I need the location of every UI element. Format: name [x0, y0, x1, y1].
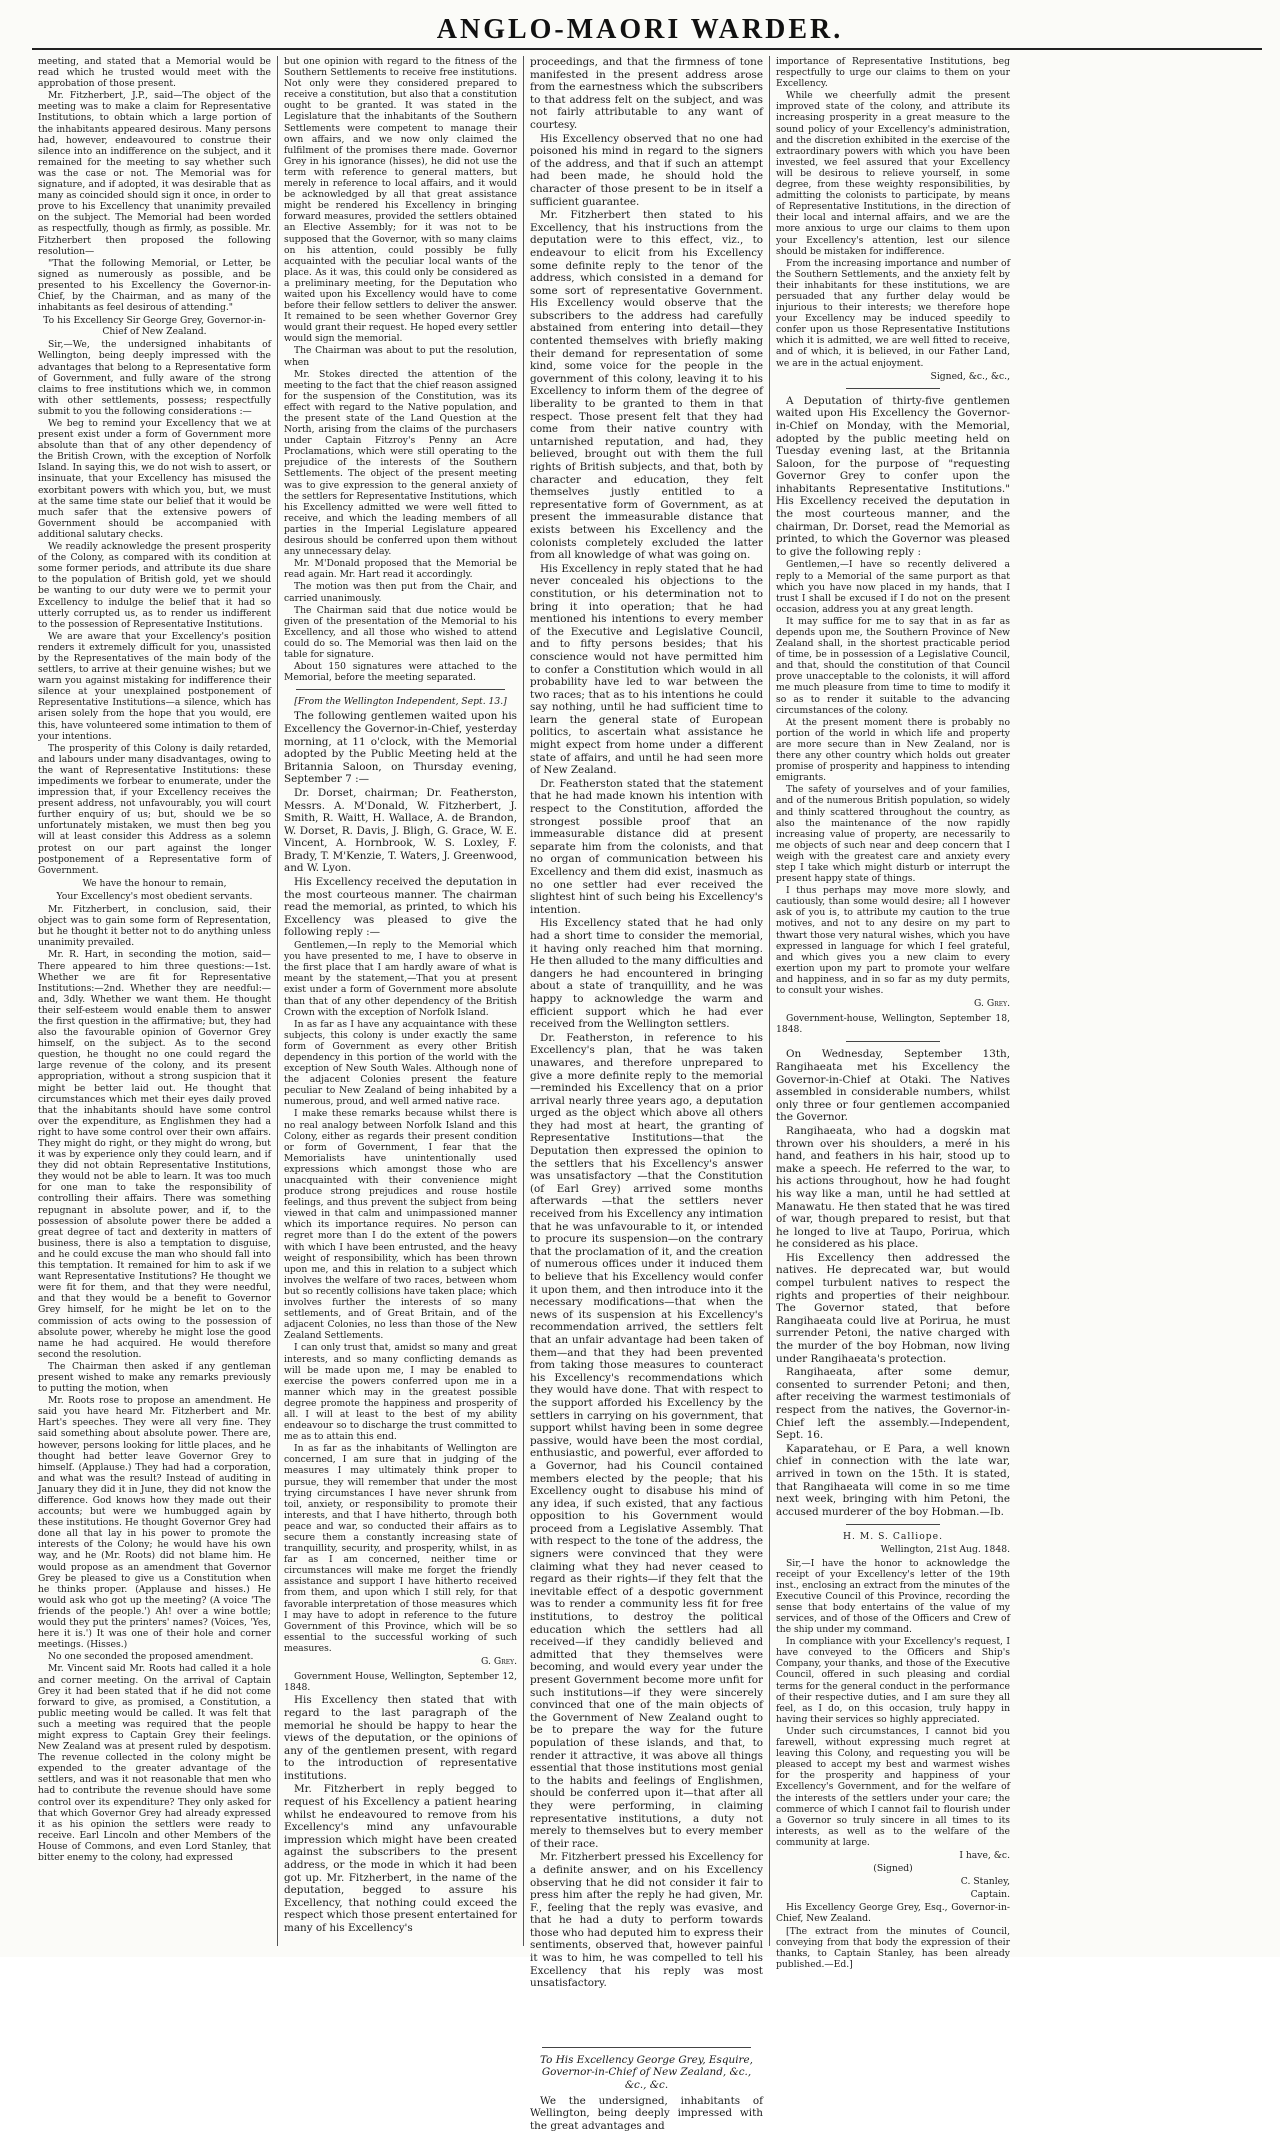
- paragraph: Mr. Roots rose to propose an amendment. He said you have heard Mr. Fitzherbert and Mr. Hart's speeches. They were all very fine. They said something about absolute power. There are, however, persons looking for little places, and he thought had better leave Governor Grey to himself. (Applause.) They had had a corporation, and what was the result? Instead of auditing in January they did it in June, they did not know the difference. God knows how they made out their accounts; but were we humbugged again by these institutions. He thought Governor Grey had done all that lay in his power to promote the interests of the Colony; he would have his own way, and he (Mr. Roots) did not blame him. He would propose as an amendment that Governor Grey be pleased to give us a Constitution when he thinks proper. (Applause and hisses.) He would ask who got up the meeting? (A voice 'The friends of the people.') Ah! over a wine bottle; would they put the printers' names? (Voices, 'Yes, here it is.') It was one of their hole and corner meetings. (Hisses.): [38, 1395, 271, 1651]
- paragraph: Mr. Fitzherbert, J.P., said—The object of the meeting was to make a claim for Representative Institutions, to obtain which a large portion of the inhabitants appeared desirous. Many persons had, however, endeavoured to construe their silence into an indifference on the subject, and it remained for the meeting to say whether such was the case or not. The Memorial was for signature, and if adopted, it was desirable that as many as coincided should sign it once, in order to prove to his Excellency that unanimity prevailed on the subject. The Memorial had been worded as respectfully, though as firmly, as possible. Mr. Fitzherbert then proposed the following resolution—: [38, 90, 271, 257]
- masthead-rule: [32, 48, 1262, 50]
- dateline: Government-house, Wellington, September 18, 1848.: [776, 1013, 1010, 1036]
- paragraph: Rangihaeata, who had a dogskin mat thrown over his shoulders, a meré in his hand, and feathers in his hair, stood up to make a speech. He referred to the war, to his actions throughout, how he had fought his way like a man, until he had settled at Manawatu. He then stated that he was tired of war, though prepared to resist, but that he longed to live at Taupo, Porirua, which he considered as his place.: [776, 1124, 1010, 1251]
- paragraph: but one opinion with regard to the fitness of the Southern Settlements to receive free institutions. Not only were they considered prepared to receive a constitution, but also that a constitution ought to be granted. It was stated in the Legislature that the inhabitants of the Southern Settlements were competent to manage their own affairs, and we now only claimed the fulfilment of the promises there made. Governor Grey in his ignorance (hisses), he did not use the term with reference to general matters, but merely in reference to local affairs, and it would be acknowledged by all that great assistance might be rendered his Excellency in bringing forward measures, provided the settlers obtained an Elective Assembly; for it was not to be supposed that the Governor, with so many claims on his attention, could possibly be fully acquainted with the peculiar local wants of the place. As it was, this could only be considered as a preliminary meeting, for the Deputation who waited upon his Excellency would have to come before their fellow settlers to deliver the answer. It remained to be seen whether Governor Grey would grant their request. He hoped every settler would sign the memorial.: [284, 56, 517, 345]
- paragraph: We beg to remind your Excellency that we at present exist under a form of Government more absolute than that of any other dependency of the British Crown, with the exception of Norfolk Island. In saying this, we do not wish to assert, or insinuate, that your Excellency has misused the exorbitant powers with which you, but, we must at the same time state our belief that it would be much safer that the extensive powers of Government should be accompanied with additional salutary checks.: [38, 418, 271, 540]
- paragraph: We are aware that your Excellency's position renders it extremely difficult for you, unassisted by the Representatives of the main body of the settlers, to arrive at their genuine wishes; but we warn you against mistaking for indifference their silence at your unexplained postponement of Representative Institutions—a silence, which has arisen solely from the hope that you would, ere this, have volunteered some intimation to them of your intentions.: [38, 630, 271, 742]
- article-columns: [32, 56, 1262, 2132]
- address-line: To his Excellency Sir George Grey, Governor-in-Chief of New Zealand.: [43, 315, 266, 338]
- addressee-line: His Excellency George Grey, Esq., Governor-in-Chief, New Zealand.: [776, 1902, 1010, 1925]
- address-heading: To His Excellency George Grey, Esquire, Governor-in-Chief of New Zealand, &c., &c., &c.: [540, 2053, 753, 2092]
- paragraph: His Excellency observed that no one had poisoned his mind in regard to the signers of the address, and that if such an attempt had been made, he should hold the character of those present to be in itself a sufficient guarantee.: [530, 132, 763, 208]
- paragraph: In as far as the inhabitants of Wellington are concerned, I am sure that in judging of the measures I may ultimately think proper to pursue, they will remember that under the most trying circumstances I have never shrunk from toil, anxiety, or responsibility to promote their interests, and that I have hitherto, through both peace and war, so conducted their affairs as to secure them a constantly increasing state of tranquillity, security, and prosperity, whilst, in as far as I am concerned, neither time or circumstances will make me forget the friendly assistance and support I have hitherto received from them, and upon which I still rely, for that favorable interpretation of those measures which I may have to adopt in reference to the future Government of this Province, which will be so essential to the successful working of such measures.: [284, 1443, 517, 1654]
- dateline: Government House, Wellington, September 12, 1848.: [284, 1671, 517, 1694]
- paragraph: importance of Representative Institutions, beg respectfully to urge our claims to them on your Excellency.: [776, 56, 1010, 90]
- paragraph: At the present moment there is probably no portion of the world in which life and property are more secure than in New Zealand, nor is there any other country which holds out greater promise of prosperity and happiness to intending emigrants.: [776, 716, 1010, 784]
- paragraph: His Excellency then addressed the natives. He deprecated war, but would compel turbulent natives to respect the rights and properties of their neighbour. The Governor stated, that before Rangihaeata could live at Porirua, he must surrender Petoni, the native charged with the murder of the boy Hobman, now living under Rangihaeata's protection.: [776, 1251, 1010, 1365]
- paragraph: A Deputation of thirty-five gentlemen waited upon His Excellency the Governor-in-Chief on Monday, with the Memorial, adopted by the public meeting held on Tuesday evening last, at the Britannia Saloon, for the purpose of "requesting Governor Grey to confer upon the inhabitants Representative Institutions." His Excellency received the deputation in the most courteous manner, and the chairman, Dr. Dorset, read the Memorial as printed, to which the Governor was pleased to give the following reply :: [776, 394, 1010, 558]
- newspaper-title: ANGLO-MAORI WARDER.: [436, 14, 844, 45]
- paragraph: Kaparatehau, or E Para, a well known chief in connection with the late war, arrived in town on the 15th. It is stated, that Rangihaeata will come in so me time next week, bringing with him Petoni, the accused murderer of the boy Hobman.—Ib.: [776, 1442, 1010, 1518]
- column-3: [524, 56, 770, 2132]
- paragraph: Under such circumstances, I cannot bid you farewell, without expressing much regret at leaving this Colony, and requesting you will be pleased to accept my best and warmest wishes for the prosperity and happiness of your Excellency's Government, and for the welfare of the interests of the settlers under your care; the commerce of which I cannot fail to flourish under a Governor so truly sincere in all times to its interests, as well as to the welfare of the community at large.: [776, 1725, 1010, 1848]
- section-divider: [846, 1041, 940, 1042]
- paragraph: proceedings, and that the firmness of tone manifested in the present address arose from the earnestness which the subscribers to that address felt on the subject, and was not fairly attributable to any want of courtesy.: [530, 56, 763, 131]
- closing-line: I have, &c.: [959, 1849, 1010, 1861]
- paragraph: I thus perhaps may move more slowly, and cautiously, than some would desire; all I however ask of you is, to attribute my caution to the true motives, and not to any desire on my part to thwart those very natural wishes, which you have expressed in language for which I feel grateful, and which gives you a new claim to every exertion upon my part to promote your welfare and happiness, and in so far as my duty permits, to consult your wishes.: [776, 885, 1010, 996]
- paragraph: The safety of yourselves and of your families, and of the numerous British population, so widely and thinly scattered throughout the country, as also the maintenance of the now rapidly increasing value of property, are necessarily to me objects of such near and deep concern that I weigh with the greatest care and anxiety every step I take which might disturb or interrupt the present happy state of things.: [776, 784, 1010, 885]
- spacer: [530, 1991, 763, 2041]
- paragraph: We the undersigned, inhabitants of Wellington, being deeply impressed with the great advantages and: [530, 2094, 763, 2132]
- paragraph: His Excellency stated that he had only had a short time to consider the memorial, it having only reached him that morning. He then alluded to the many difficulties and dangers he had encountered in bringing about a state of tranquillity, and he was happy to acknowledge the warm and efficient support which he had ever received from the Wellington settlers.: [530, 917, 763, 1031]
- section-divider: [542, 2047, 752, 2048]
- paragraph: Mr. Stokes directed the attention of the meeting to the fact that the chief reason assigned for the suspension of the Constitution, was its effect with regard to the Native population, and the present state of the Land Question at the North, arising from the claims of the purchasers under Captain Fitzroy's Penny an Acre Proclamations, which were still operating to the prejudice of the interests of the Southern Settlements. The object of the present meeting was to give expression to the general anxiety of the settlers for Representative Institutions, which his Excellency admitted we were well fitted to receive, and which the leading members of all parties in the Imperial Legislature appeared desirous should be conferred upon them without any unnecessary delay.: [284, 368, 517, 558]
- section-divider: [846, 388, 940, 389]
- paragraph: The Chairman said that due notice would be given of the presentation of the Memorial to his Excellency, and all those who wished to attend could do so. The Memorial was then laid on the table for signature.: [284, 604, 517, 660]
- paragraph: Sir,—I have the honor to acknowledge the receipt of your Excellency's letter of the 19th inst., enclosing an extract from the minutes of the Executive Council of this Province, recording the sense that body entertains of the value of my services, and of those of the Officers and Crew of the ship under my command.: [776, 1557, 1010, 1636]
- paragraph: I make these remarks because whilst there is no real analogy between Norfolk Island and this Colony, either as regards their present condition or form of Government, I fear that the Memorialists have unintentionally used expressions which amongst those who are unacquainted with their convenience might produce strong prejudices and rouse hostile feelings, and thus prevent the subject from being viewed in that calm and unimpassioned manner which its importance requires. No person can regret more than I do the extent of the powers with which I have been entrusted, and the heavy weight of responsibility, which has been thrown upon me, and this in relation to a subject which involves the welfare of two races, between whom but so recently collisions have taken place; which involves further the interests of so many settlements, and of Great Britain, and of the adjacent Colonies, no less than those of the New Zealand Settlements.: [284, 1108, 517, 1342]
- paragraph: While we cheerfully admit the present improved state of the colony, and attribute its increasing prosperity in a great measure to the sound policy of your Excellency's administration, and the discretion exhibited in the exercise of the extraordinary powers with which you have been invested, we feel assured that your Excellency will be desirous to relieve yourself, in some degree, from these weighty responsibilities, by admitting the colonists to participate, by means of Representative Institutions, in the direction of their local and internal affairs, and we are the more anxious to urge our claims to them upon your Excellency's attention, lest our silence should be mistaken for indifference.: [776, 90, 1010, 257]
- masthead: [0, 10, 1280, 50]
- section-divider: [846, 1524, 940, 1525]
- dateline: Wellington, 21st Aug. 1848.: [880, 1544, 1010, 1556]
- signature: C. Stanley,: [960, 1876, 1010, 1888]
- paragraph: Mr. Fitzherbert then stated to his Excellency, that his instructions from the deputation were to this effect, viz., to endeavour to elicit from his Excellency some definite reply to the tenor of the address, which consisted in a demand for some sort of representative Government. His Excellency would observe that the subscribers to the address had carefully abstained from entering into detail—they contented themselves with briefly making their demand for representation of some kind, some voice for the people in the government of this colony, leaving it to his Excellency to inform them of the degree of liberality to be granted to them in that respect. Those present felt that they had come from their native country with untarnished reputation, and had, they believed, brought out with them the full rights of British subjects, and that, both by character and education, they felt themselves justly entitled to a representative form of Government, as at present the immeasurable distance that exists between his Excellency and the colonists completely excluded the latter from all knowledge of what was going on.: [530, 209, 763, 562]
- section-heading: H. M. S. Calliope.: [842, 1531, 943, 1543]
- signature: G. Grey.: [974, 998, 1010, 1010]
- paragraph: Gentlemen,—In reply to the Memorial which you have presented to me, I have to observe in the first place that I am hardly aware of what is meant by the statement,—That you at present exist under a form of Government more absolute than that of any other dependency of the British Crown with the exception of Norfolk Island.: [284, 940, 517, 1018]
- paragraph: Mr. M'Donald proposed that the Memorial be read again. Mr. Hart read it accordingly.: [284, 558, 517, 581]
- paragraph: Dr. Featherston stated that the statement that he had made known his intention with respect to the Constitution, afforded the strongest possible proof that an immeasurable distance did at present separate him from the colonists, and that no organ of communication between his Excellency and them did exist, inasmuch as no one settler had ever received the slightest hint of such being his Excellency's intention.: [530, 777, 763, 916]
- editor-note: [The extract from the minutes of Council, conveying from that body the expression of their thanks, to Captain Stanley, has been already published.—Ed.]: [776, 1925, 1010, 1970]
- paragraph: "That the following Memorial, or Letter, be signed as numerously as possible, and be presented to his Excellency the Governor-in-Chief, by the Chairman, and as many of the inhabitants as feel desirous of attending.": [38, 257, 271, 314]
- paragraph: About 150 signatures were attached to the Memorial, before the meeting separated.: [284, 661, 517, 684]
- paragraph: The following gentlemen waited upon his Excellency the Governor-in-Chief, yesterday morning, at 11 o'clock, with the Memorial adopted by the Public Meeting held at the Britannia Saloon, on Thursday evening, September 7 :—: [284, 710, 517, 786]
- paragraph: Sir,—We, the undersigned inhabitants of Wellington, being deeply impressed with the advantages that belong to a Representative form of Government, and fully aware of the strong claims to free institutions which we, in common with other settlements, possess; respectfully submit to you the following considerations :—: [38, 339, 271, 417]
- paragraph: His Excellency received the deputation in the most courteous manner. The chairman read the memorial, as printed, to which his Excellency was pleased to give the following reply :—: [284, 876, 517, 939]
- paragraph: Mr. Fitzherbert pressed his Excellency for a definite answer, and on his Excellency observing that he did not consider it fair to press him after the reply he had given, Mr. F., feeling that the reply was evasive, and that he had a duty to perform towards those who had deputed him to express their sentiments, observed that, however painful it was to him, he was compelled to tell his Excellency that his reply was most unsatisfactory.: [530, 1851, 763, 1990]
- column-2: [278, 56, 524, 1946]
- paragraph: From the increasing importance and number of the Southern Settlements, and the anxiety felt by their inhabitants for these institutions, we are persuaded that any further delay would be injurious to their interests; we therefore hope your Excellency may be induced speedily to confer upon us those Representative Institutions which it is admitted, we are well fitted to receive, and of which, it is believed, in our Father Land, we are in the actual enjoyment.: [776, 257, 1010, 369]
- column-4: [770, 56, 1016, 1970]
- paragraph: The Chairman was about to put the resolution, when: [284, 345, 517, 368]
- section-heading: [From the Wellington Independent, Sept. 13.]: [294, 696, 507, 708]
- signature-title: Captain.: [970, 1889, 1010, 1901]
- paragraph: Mr. Fitzherbert in reply begged to request of his Excellency a patient hearing whilst he endeavoured to remove from his Excellency's mind any unfavourable impression which might have been created against the subscribers to the present address, or the mode in which it had been got up. Mr. Fitzherbert, in the name of the deputation, begged to assure his Excellency, that nothing could exceed the respect which those present entertained for many of his Excellency's: [284, 1783, 517, 1934]
- closing-line: We have the honour to remain,: [82, 877, 227, 889]
- paragraph: The prosperity of this Colony is daily retarded, and labours under many disadvantages, owing to the want of Representative Institutions: these impediments we forbear to enumerate, under the impression that, if your Excellency receives the present address, not unfavourably, you will court further enquiry of us; but, should we be so unfortunately mistaken, we must then beg you will at least consider this Address as a solemn protest on our part against the longer postponement of a Representative form of Government.: [38, 742, 271, 876]
- signature: G. Grey.: [481, 1656, 517, 1668]
- paragraph: Dr. Featherston, in reference to his Excellency's plan, that he was taken unawares, and therefore unprepared to give a more definite reply to the memorial—reminded his Excellency that on a prior arrival nearly three years ago, a deputation urged as the object which above all others they had most at heart, the granting of Representative Institutions—that the Deputation then expressed the opinion to the settlers that his Excellency's answer was unsatisfactory —that the Constitution (of Earl Grey) arrived some months afterwards —that the settlers never received from his Excellency any intimation that he was unfavourable to it, or intended to procure its suspension—on the contrary that the proclamation of it, and the creation of numerous offices under it induced them to believe that his Excellency would confer it upon them, and then introduce into it the necessary modifications—that when the news of its suspension at his Excellency's recommendation arrived, the settlers felt that an unfair advantage had been taken of them—and that they had been prevented from taking those measures to counteract his Excellency's recommendations which they would have done. That with respect to the support afforded his Excellency by the settlers in carrying on his government, that support whilst having been in some degree passive, would have been the most cordial, enthusiastic, and powerful, ever afforded to a Governor, had his Council contained members elected by the people; that his Excellency ought to disabuse his mind of any idea, if such existed, that any factious opposition to his Government would proceed from a Legislative Assembly. That with respect to the tone of the address, the signers were convinced that they were claiming what they had never ceased to regard as their rights—if they felt that the inevitable effect of a despotic government was to render a community less fit for free institutions, to destroy the political education which the settlers had all received—if they candidly believed and admitted that they themselves were becoming, and would every year under the present Government become more unfit for such institutions—if they were sincerely convinced that one of the main objects of the Government of New Zealand ought to be to prepare the way for the future population of these islands, and that, to render it attractive, it was above all things essential that those institutions most genial to the habits and feelings of Englishmen, should be conferred upon it—that after all they were performing, in claiming representative institutions, a duty not merely to themselves but to every member of their race.: [530, 1031, 763, 1850]
- paragraph: Mr. R. Hart, in seconding the motion, said—There appeared to him three questions:—1st. Whether we are fit for Representative Institutions:—2nd. Whether they are needful:—and, 3dly. Whether we want them. He thought their self-esteem would enable them to answer the first question in the affirmative; but, they had also the favourable opinion of Governor Grey himself, on the subject. As to the second question, he thought no one could regard the large revenue of the colony, and its present appropriation, without a strong suspicion that it might be better laid out. He thought that circumstances which met their eyes daily proved that the inhabitants should have some control over the expenditure, as Englishmen they had a right to have some control over their own affairs. They might do right, or they might do wrong, but it was by experience only they could learn, and if they did not obtain Representative Institutions, they would not be able to learn. It was too much for one man to take the responsibility of controlling their affairs. There was something repugnant in absolute power, and if, to the possession of absolute power there be added a great degree of tact and dexterity in matters of business, there is also a temptation to disguise, and he could excuse the man who should fall into this temptation. It remained for him to ask if we want Representative Institutions? He thought we were fit for them, and that they were needful, and that they would be a benefit to Governor Grey himself, for he might be let on to the commission of acts owing to the possession of absolute power, whereby he might lose the good name he had acquired. He would therefore second the resolution.: [38, 949, 271, 1360]
- paragraph: Gentlemen,—I have so recently delivered a reply to a Memorial of the same purport as that which you have now placed in my hands, that I trust I shall be excused if I do not on the present occasion, address you at any great length.: [776, 559, 1010, 615]
- paragraph: In compliance with your Excellency's request, I have conveyed to the Officers and Ship's Company, your thanks, and those of the Executive Council, offered in such pleasing and cordial terms for the general conduct in the performance of their respective duties, and I am sure they all feel, as I do, on this occasion, truly happy in having their services so highly appreciated.: [776, 1636, 1010, 1725]
- signed-line: Signed, &c., &c.,: [930, 370, 1010, 382]
- paragraph: It may suffice for me to say that in as far as depends upon me, the Southern Province of New Zealand shall, in the shortest practicable period of time, be in possession of a Legislative Council, and that, should the constitution of that Council prove unacceptable to the colonists, it will afford me much pleasure from time to time to modify it so as to render it suitable to the advancing circumstances of the colony.: [776, 615, 1010, 716]
- paragraph: His Excellency in reply stated that he had never concealed his objections to the constitution, or his determination not to bring it into operation; that he had mentioned his intentions to every member of the Executive and Legislative Council, and to fifty persons besides; that his conscience would not have permitted him to confer a Constitution which would in all probability have led to war between the two races; that as to his intentions he could say nothing, until he had sufficient time to learn the general state of European politics, to ascertain what assistance he might expect from home under a different state of affairs, and until he had seen more of New Zealand.: [530, 562, 763, 777]
- signed-line: (Signed): [873, 1863, 913, 1875]
- column-1: [32, 56, 278, 1946]
- paragraph: No one seconded the proposed amendment.: [48, 1651, 254, 1663]
- paragraph: meeting, and stated that a Memorial would be read which he trusted would meet with the approbation of those present.: [38, 56, 271, 90]
- paragraph: The Chairman then asked if any gentleman present wished to make any remarks previously to putting the motion, when: [38, 1360, 271, 1395]
- paragraph: On Wednesday, September 13th, Rangihaeata met his Excellency the Governor-in-Chief at Otaki. The Natives assembled in considerable numbers, whilst only three or four gentlemen accompanied the Governor.: [776, 1048, 1010, 1124]
- section-divider: [296, 689, 506, 690]
- paragraph: His Excellency then stated that with regard to the last paragraph of the memorial he should be happy to hear the views of the deputation, or the opinions of any of the gentlemen present, with regard to the introduction of representative institutions.: [284, 1694, 517, 1782]
- paragraph: In as far as I have any acquaintance with these subjects, this colony is under exactly the same form of Government as every other British dependency in this portion of the world with the exception of New South Wales. Although none of the adjacent Colonies present the feature peculiar to New Zealand of being inhabited by a numerous, proud, and well armed native race.: [284, 1018, 517, 1108]
- paragraph: Dr. Dorset, chairman; Dr. Featherston, Messrs. A. M'Donald, W. Fitzherbert, J. Smith, R. Waitt, H. Wallace, A. de Brandon, W. Dorset, R. Davis, J. Bligh, G. Grace, W. E. Vincent, A. Hornbrook, W. S. Loxley, F. Brady, T. M'Kenzie, T. Waters, J. Greenwood, and W. Lyon.: [284, 786, 517, 875]
- paragraph: Mr. Vincent said Mr. Roots had called it a hole and corner meeting. On the arrival of Captain Grey it had been stated that if he did not come forward to give, as promised, a Constitution, a public meeting would be called. It was felt that such a meeting was required that the people might express to Captain Grey their feelings. New Zealand was at present ruled by despotism. The revenue collected in the colony might be expended to the greater advantage of the settlers, and was it not reasonable that men who had to contribute the revenue should have some control over its expenditure? They only asked for that which Governor Grey had already expressed it as his opinion the settlers were ready to receive. Earl Lincoln and other Members of the House of Commons, and even Lord Stanley, that bitter enemy to the colony, had expressed: [38, 1663, 271, 1863]
- closing-line: Your Excellency's most obedient servants.: [56, 890, 253, 902]
- paragraph: Mr. Fitzherbert, in conclusion, said, their object was to gain some form of Representation, but he thought it better not to do anything unless unanimity prevailed.: [38, 904, 271, 949]
- paragraph: Rangihaeata, after some demur, consented to surrender Petoni; and then, after receiving the warmest testimonials of respect from the natives, the Governor-in-Chief left the assembly.—Independent, Sept. 16.: [776, 1366, 1010, 1442]
- paragraph: I can only trust that, amidst so many and great interests, and so many conflicting demands as will be made upon me, I may be enabled to exercise the powers conferred upon me in a manner which may in the greatest possible degree promote the happiness and prosperity of all. I will at least to the best of my ability endeavour so to discharge the trust committed to me as to attain this end.: [284, 1342, 517, 1443]
- paragraph: The motion was then put from the Chair, and carried unanimously.: [284, 581, 517, 604]
- paragraph: We readily acknowledge the present prosperity of the Colony, as compared with its condition at some former periods, and attribute its due share to the population of British gold, yet we should be wanting to our duty were we to permit your Excellency to indulge the belief that it had so utterly corrupted us, as to render us indifferent to the possession of Representative Institutions.: [38, 541, 271, 630]
